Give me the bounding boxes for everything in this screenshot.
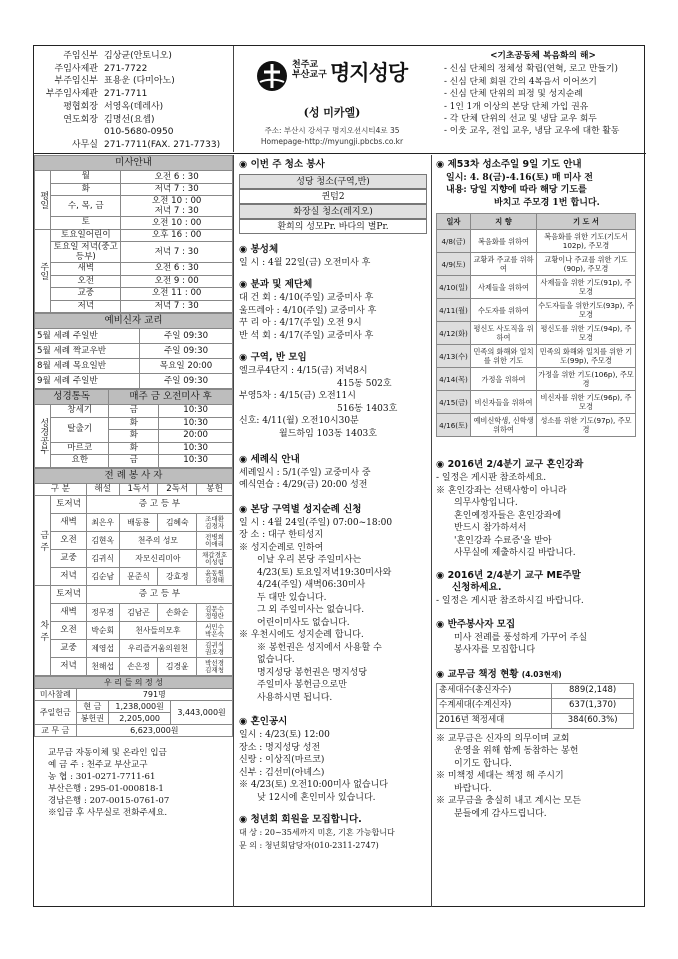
prayer-cell: 가정을 위하여 bbox=[471, 368, 537, 391]
baptism-list bbox=[239, 467, 431, 492]
mass-time: 오전 6 : 30 bbox=[121, 171, 233, 184]
tithe-stat-label: 총세대수(총신자수) bbox=[437, 683, 552, 698]
server-week-label: 금 주 bbox=[35, 496, 51, 586]
wedding-item: ※ 4/23(토) 오전10:00미사 없습니다 bbox=[239, 780, 388, 791]
info-row bbox=[38, 50, 233, 63]
tithe-label: 교 무 금 bbox=[35, 725, 77, 737]
mass-day: 토요일어린이 bbox=[51, 229, 121, 242]
tithe-table bbox=[436, 683, 634, 729]
account-line: 교무금 자동이체 및 온라인 입금 bbox=[48, 748, 167, 758]
left-column bbox=[34, 155, 234, 907]
pilgrim-item: 4/23(토) 토요일저녁19:30미사와 bbox=[257, 567, 392, 578]
prep-class: 9월 세례 주일반 bbox=[35, 374, 140, 389]
account-line: 부산은행 : 295-01-000818-1 bbox=[48, 784, 164, 794]
server-title: 전 례 봉 사 자 bbox=[35, 468, 233, 483]
info-value: 표용운 (다미아노) bbox=[104, 76, 175, 87]
info-value: 서영옥(데레사) bbox=[104, 101, 164, 112]
server-offering: 채갑경호 이성림 bbox=[197, 550, 233, 568]
prayer-cell: 사제들을 위하여 bbox=[471, 276, 537, 299]
wedding-item: 낮 12시에 혼인미사 있습니다. bbox=[257, 792, 376, 803]
marriage-item: 의무사항입니다. bbox=[454, 498, 518, 509]
server-name: 제영섭 bbox=[86, 640, 119, 658]
bible-reading-time: 매주 금 오전미사 후 bbox=[109, 390, 233, 405]
header bbox=[34, 46, 646, 154]
prayer-cell: 복음화를 위한 기도(기도서 102p), 주모경 bbox=[537, 230, 636, 253]
pilgrim-item: 어린이미사도 없습니다. bbox=[257, 617, 350, 628]
homepage-link[interactable]: Homepage-http://myungji.pbcbs.co.kr bbox=[260, 137, 404, 146]
info-row bbox=[38, 101, 233, 114]
server-name: 최은우 bbox=[86, 514, 119, 532]
prayer-table bbox=[436, 213, 636, 437]
server-group: 천사들의모후 bbox=[119, 622, 197, 640]
mass-time: 오전 10 : 00 bbox=[121, 217, 233, 230]
server-head: 1독서 bbox=[119, 483, 158, 496]
prayer-cell: 4/9(토) bbox=[437, 253, 471, 276]
pilgrim-item: ※ 성지순례로 인하여 bbox=[239, 542, 324, 553]
anointing-text: 일 시 : 4월 22일(금) 오전미사 후 bbox=[239, 257, 371, 268]
prayer-cell: 수도자들을 위한기도(93p), 주모경 bbox=[537, 299, 636, 322]
mass-time: 오전 11 : 00 bbox=[121, 288, 233, 301]
prayer-cell: 4/16(토) bbox=[437, 414, 471, 437]
prayer-head: 일자 bbox=[437, 214, 471, 230]
server-slot: 교중 bbox=[51, 640, 87, 658]
cash-value: 1,238,000원 bbox=[109, 701, 171, 713]
server-name: 손화순 bbox=[158, 604, 197, 622]
server-week-label: 차 주 bbox=[35, 586, 51, 676]
wedding-item: 장소 : 명지성당 성전 bbox=[239, 742, 321, 753]
info-value: 271-7711 bbox=[104, 89, 148, 100]
prayer-head: 지 향 bbox=[471, 214, 537, 230]
info-label: 사무실 bbox=[71, 139, 98, 150]
server-slot: 저녁 bbox=[51, 568, 87, 586]
marriage-item: 반드시 참가하셔서 bbox=[454, 523, 527, 534]
mass-time: 저녁 7 : 30 bbox=[121, 242, 233, 263]
info-value: 271-7722 bbox=[104, 63, 148, 74]
parish-info bbox=[34, 46, 234, 152]
prayer-cell: 4/14(목) bbox=[437, 368, 471, 391]
marriage-item: - 일정은 게시판 참조하세요. bbox=[436, 473, 547, 484]
sunday-total: 3,443,000원 bbox=[171, 701, 233, 725]
marriage-item: 혼인예정자들은 혼인강좌에 bbox=[454, 510, 562, 521]
motto-item: - 이웃 교우, 전입 교우, 냉담 교우에 대한 활동 bbox=[444, 126, 620, 137]
info-row bbox=[38, 114, 233, 127]
prayer-cell: 예비신학생, 신학생 위하여 bbox=[471, 414, 537, 437]
server-group: 천주의 성모 bbox=[119, 532, 197, 550]
tithe-stat-value: 889(2,148) bbox=[552, 683, 634, 698]
pilgrim-item: 명지성당 봉헌권은 명지성당 bbox=[257, 667, 368, 678]
bible-book: 탈출기 bbox=[51, 417, 109, 442]
server-head: 봉헌 bbox=[197, 483, 233, 496]
weekday-label: 평일 bbox=[35, 171, 51, 230]
prep-class: 8월 세례 목요일반 bbox=[35, 359, 140, 374]
motto-item: - 신심 단체의 정체성 확립(연혁, 로고 만들기) bbox=[444, 64, 618, 75]
mass-day: 토 bbox=[51, 217, 121, 230]
server-recruit-item: 봉사자를 모집합니다 bbox=[454, 645, 536, 656]
prayer-cell: 평신도 사도직을 위하여 bbox=[471, 322, 537, 345]
wedding-title: ◉ 혼인공시 bbox=[239, 716, 288, 728]
server-offering: 김문수 정영란 bbox=[197, 604, 233, 622]
district-title: ◉ 구역, 반 모임 bbox=[239, 352, 307, 364]
district-item: 516동 1403호 bbox=[337, 403, 398, 414]
marriage-item: 사무실에 제출하시길 바랍니다. bbox=[454, 548, 576, 559]
motto-item: - 신심 단체 회원 간의 4복음서 이어쓰기 bbox=[444, 76, 597, 87]
prayer-cell: 비신자를 위한 기도(96p), 주모경 bbox=[537, 391, 636, 414]
service-item: 퀸텀2 bbox=[239, 189, 427, 204]
motto-item: - 1인 1개 이상의 본당 단체 가입 권유 bbox=[444, 101, 589, 112]
server-head: 구 분 bbox=[35, 483, 87, 496]
bible-time: 10:30 bbox=[159, 405, 233, 418]
server-youth: 증 고 등 부 bbox=[86, 586, 232, 604]
sunday-offering-label: 주일헌금 bbox=[35, 701, 77, 725]
info-row bbox=[38, 126, 233, 139]
prayer-cell: 사제들을 위한 기도(91p), 주모경 bbox=[537, 276, 636, 299]
bible-day: 화 bbox=[109, 417, 159, 430]
server-name: 김귀식 bbox=[86, 550, 119, 568]
vocation-content: 내용: 당일 지향에 따라 해당 기도를 bbox=[446, 185, 587, 196]
server-recruit-item: 미사 전례를 풍성하게 가꾸어 주실 bbox=[454, 632, 588, 643]
pledge-label: 봉헌권 bbox=[76, 713, 109, 725]
bible-day: 화 bbox=[109, 430, 159, 443]
mass-title: 미사안내 bbox=[35, 156, 233, 171]
yearly-motto bbox=[430, 46, 644, 152]
info-value: 김상균(안토니오) bbox=[104, 51, 172, 61]
parish-logo bbox=[234, 46, 430, 152]
bible-day: 금 bbox=[109, 405, 159, 418]
wedding-item: 신랑 : 이상직(마르코) bbox=[239, 755, 325, 766]
prayer-cell: 교황과 주교를 위하여 bbox=[471, 253, 537, 276]
tithe-stat-value: 637(1,370) bbox=[552, 698, 634, 713]
server-name: 손은정 bbox=[119, 658, 158, 676]
info-row bbox=[38, 88, 233, 101]
motto-item: - 신심 단체 단위의 피정 및 성지순례 bbox=[444, 89, 583, 100]
account-line: ※입금 후 사무실로 전화주세요. bbox=[48, 808, 168, 818]
prayer-cell: 민족의 화해와 일치를 위한 기도(99p), 주모경 bbox=[537, 345, 636, 368]
tithe-note: ※ 교무금은 신자의 의무이며 교회 bbox=[436, 733, 570, 744]
pilgrim-item: ※ 우천시에도 성지순례 합니다. bbox=[239, 630, 364, 641]
bulletin-page bbox=[33, 45, 645, 907]
prayer-cell: 가정을 위한 기도(106p), 주모경 bbox=[537, 368, 636, 391]
server-name: 배동룡 bbox=[119, 514, 158, 532]
prayer-cell: 복음화를 위하여 bbox=[471, 230, 537, 253]
prayer-cell: 교황이나 주교를 위한 기도(90p), 주모경 bbox=[537, 253, 636, 276]
bible-day: 금 bbox=[109, 455, 159, 468]
server-name: 정무경 bbox=[86, 604, 119, 622]
pilgrim-item: 일 시 : 4월 24일(주일) 07:00~18:00 bbox=[239, 517, 393, 528]
service-item: 화장실 청소(레지오) bbox=[239, 204, 427, 219]
pilgrim-item: 없습니다. bbox=[257, 655, 295, 666]
tithe-note: 분들에게 감사드립니다. bbox=[454, 808, 547, 819]
account-line: 예 금 주 : 천주교 부산교구 bbox=[48, 760, 148, 770]
marriage-title: ◉ 2016년 2/4분기 교구 혼인강좌 bbox=[436, 459, 584, 471]
district-item: 415동 502호 bbox=[337, 378, 392, 389]
branch-list bbox=[239, 292, 431, 342]
account-info bbox=[34, 737, 233, 819]
tithe-note: 운영을 위해 함께 동참하는 봉헌 bbox=[454, 746, 579, 757]
tithe-note: 이기도 합니다. bbox=[454, 758, 512, 769]
vocation-date: 일시: 4. 8(금)-4.16(토) 매 미사 전 bbox=[446, 172, 593, 183]
mass-attendance-label: 미사참례 bbox=[35, 689, 77, 701]
pilgrim-item: 장 소 : 대구 한티성지 bbox=[239, 530, 324, 541]
server-recruit-list bbox=[436, 632, 643, 657]
district-list bbox=[239, 365, 431, 440]
server-slot: 토저녁 bbox=[51, 586, 87, 604]
service-list bbox=[239, 174, 427, 234]
server-youth: 증 고 등 부 bbox=[86, 496, 232, 514]
mass-time: 저녁 7 : 30 bbox=[121, 300, 233, 313]
branch-item: 반 석 회 : 4/17(주일) 교중미사 후 bbox=[239, 330, 374, 341]
prep-table bbox=[34, 313, 233, 389]
prayer-cell: 4/13(수) bbox=[437, 345, 471, 368]
mass-day: 토요일 저녁(중고등부) bbox=[51, 242, 121, 263]
branch-item: 꾸 리 아 : 4/17(주일) 오전 9시 bbox=[239, 318, 362, 329]
server-slot: 토저녁 bbox=[51, 496, 87, 514]
tithe-title: ◉ 교무금 책정 현황 (4.03현재) bbox=[436, 668, 562, 680]
prep-class: 5월 세례 주일반 bbox=[35, 329, 140, 344]
mass-day: 오전 bbox=[51, 275, 121, 288]
tithe-note: ※ 미책정 세대는 책정 해 주시기 bbox=[436, 771, 564, 782]
server-name: 김경윤 bbox=[158, 658, 197, 676]
tithe-stat-label: 수계세대(수계신자) bbox=[437, 698, 552, 713]
middle-column bbox=[235, 155, 431, 907]
youth-item: 대 상 : 20~35세까지 미혼, 기혼 가능합니다 bbox=[239, 828, 395, 837]
service-item: 성당 청소(구역,반) bbox=[239, 174, 427, 189]
server-slot: 새벽 bbox=[51, 604, 87, 622]
prep-title: 예비신자 교리 bbox=[35, 314, 233, 329]
pilgrim-item: 이날 우리 본당 주일미사는 bbox=[257, 555, 362, 566]
bible-study-label: 성경공부 bbox=[35, 405, 51, 468]
branch-title: ◉ 분과 및 제단체 bbox=[239, 279, 313, 291]
wedding-list bbox=[239, 729, 431, 804]
right-column bbox=[431, 155, 645, 907]
offering-title: 우 리 들 의 정 성 bbox=[35, 677, 233, 689]
mass-day: 새벽 bbox=[51, 263, 121, 276]
baptism-title: ◉ 세례식 안내 bbox=[239, 454, 300, 465]
pilgrim-item: 두 대만 있습니다. bbox=[257, 592, 327, 603]
offering-table bbox=[34, 676, 233, 737]
info-label: 부주임신부 bbox=[54, 76, 98, 87]
sunday-label: 주일 bbox=[35, 229, 51, 313]
prayer-cell: 성소를 위한 기도(97p), 주모경 bbox=[537, 414, 636, 437]
mass-time: 오후 16 : 00 bbox=[121, 229, 233, 242]
pilgrim-list bbox=[239, 517, 431, 705]
tithe-note: ※ 교무금을 충실히 내고 계시는 모든 bbox=[436, 796, 582, 807]
info-row bbox=[38, 75, 233, 88]
server-group: 자모신리미아 bbox=[119, 550, 197, 568]
server-offering: 박선경 김재청 bbox=[197, 658, 233, 676]
me-list bbox=[436, 595, 643, 608]
mass-time: 오전 10 : 00 저녁 7 : 30 bbox=[121, 196, 233, 217]
server-name: 박순회 bbox=[86, 622, 119, 640]
prayer-cell: 4/11(월) bbox=[437, 299, 471, 322]
info-label: 주임신부 bbox=[63, 51, 98, 61]
motto-title: <기초공동체 복음화의 해> bbox=[490, 51, 596, 61]
server-recruit-title: ◉ 반주봉사자 모집 bbox=[436, 619, 516, 630]
server-offering: 전병희 이애리 bbox=[197, 532, 233, 550]
marriage-list bbox=[436, 472, 643, 560]
district-item: 신호: 4/11(월) 오전10시30분 bbox=[239, 416, 359, 426]
youth-title: ◉ 청년회 회원을 모집합니다. bbox=[239, 814, 362, 826]
info-label: 연도회장 bbox=[63, 114, 98, 125]
vocation-content-2: 바치고 주모경 1번 합니다. bbox=[494, 197, 600, 208]
pledge-value: 2,205,000 bbox=[109, 713, 171, 725]
mass-day: 저녁 bbox=[51, 300, 121, 313]
baptism-item: 예식연습 : 4/29(금) 20:00 성전 bbox=[239, 480, 368, 491]
info-value: 010-5680-0950 bbox=[104, 127, 174, 138]
pilgrim-title: ◉ 본당 구역별 성지순례 신청 bbox=[239, 503, 362, 515]
vocation-title: ◉ 제53차 성소주일 9일 기도 안내 bbox=[436, 159, 582, 170]
pilgrim-item: 그 외 주일미사는 없습니다. bbox=[257, 605, 365, 616]
bible-table bbox=[34, 389, 233, 468]
server-name: 김혜숙 bbox=[158, 514, 197, 532]
mass-day: 화 bbox=[51, 183, 121, 196]
bible-time: 20:00 bbox=[159, 430, 233, 443]
info-label: 부주임사제관 bbox=[45, 89, 98, 100]
prayer-head: 기 도 서 bbox=[537, 214, 636, 230]
district-item: 부영5차 : 4/15(금) 오전11시 bbox=[239, 391, 356, 401]
prayer-cell: 4/8(금) bbox=[437, 230, 471, 253]
server-slot: 새벽 bbox=[51, 514, 87, 532]
cross-logo-icon bbox=[256, 60, 288, 92]
prep-time: 주일 09:30 bbox=[140, 329, 233, 344]
tithe-notes bbox=[436, 733, 643, 821]
pilgrim-item: ※ 봉헌권은 성지에서 사용할 수 bbox=[257, 642, 382, 653]
server-table bbox=[34, 468, 233, 677]
prep-time: 주일 09:30 bbox=[140, 374, 233, 389]
parish-name: 명지성당 bbox=[330, 61, 408, 85]
motto-item: - 각 단체 단위의 선교 및 냉담 교우 회두 bbox=[444, 114, 597, 125]
bible-book: 창세기 bbox=[51, 405, 109, 418]
mass-attendance: 791명 bbox=[76, 689, 232, 701]
me-title: ◉ 2016년 2/4분기 교구 ME주말 신청하세요. bbox=[436, 569, 581, 593]
tithe-stat-label: 2016년 책정세대 bbox=[437, 713, 552, 728]
logo-subtitle: 천주교 부산교구 bbox=[292, 60, 327, 80]
address: 주소: 부산시 강서구 명지오션시티4로 35 bbox=[264, 126, 400, 135]
info-row bbox=[38, 63, 233, 76]
account-line: 경남은행 : 207-0015-0761-07 bbox=[48, 796, 170, 806]
prep-time: 목요일 20:00 bbox=[140, 359, 233, 374]
prep-time: 주일 09:30 bbox=[140, 344, 233, 359]
account-line: 농 협 : 301-0271-7711-61 bbox=[48, 772, 156, 782]
saint-name: (성 미카엘) bbox=[303, 106, 361, 119]
district-item: 엘크루4단지 : 4/15(금) 저녁8시 bbox=[239, 366, 368, 376]
tithe-value: 6,623,000원 bbox=[76, 725, 232, 737]
tithe-note: 바랍니다. bbox=[454, 783, 492, 794]
info-value: 271-7711(FAX. 271-7733) bbox=[104, 139, 221, 150]
pilgrim-item: 4/24(주일) 새벽06:30미사 bbox=[257, 580, 366, 591]
youth-list bbox=[239, 827, 431, 852]
info-label: 평협회장 bbox=[63, 101, 98, 112]
bible-book: 요한 bbox=[51, 455, 109, 468]
bible-time: 10:30 bbox=[159, 455, 233, 468]
mass-time: 오전 9 : 00 bbox=[121, 275, 233, 288]
bible-time: 10:30 bbox=[159, 417, 233, 430]
pilgrim-item: 사용하시면 됩니다. bbox=[257, 692, 333, 703]
bible-book: 마르코 bbox=[51, 442, 109, 455]
cash-label: 현 금 bbox=[76, 701, 109, 713]
info-row bbox=[38, 139, 233, 152]
server-name: 강효정 bbox=[158, 568, 197, 586]
server-slot: 오전 bbox=[51, 622, 87, 640]
server-offering: 윤동원 김경태 bbox=[197, 568, 233, 586]
bible-time: 10:30 bbox=[159, 442, 233, 455]
mass-table bbox=[34, 155, 233, 313]
marriage-item: ※ 혼인강좌는 선택사항이 아니라 bbox=[436, 485, 567, 496]
wedding-item: 신부 : 김선미(아녜스) bbox=[239, 767, 325, 778]
youth-item: 문 의 : 청년회담당자(010-2311-2747) bbox=[239, 840, 379, 850]
mass-day: 월 bbox=[51, 171, 121, 184]
server-offering: 조대환 김경자 bbox=[197, 514, 233, 532]
wedding-item: 일시 : 4/23(토) 12:00 bbox=[239, 730, 330, 741]
baptism-item: 세례일시 : 5/1(주일) 교중미사 중 bbox=[239, 467, 371, 478]
anointing-title: ◉ 봉성체 bbox=[239, 243, 279, 255]
service-title: ◉ 이번 주 청소 봉사 bbox=[239, 159, 325, 170]
prayer-cell: 비신자들을 위하여 bbox=[471, 391, 537, 414]
server-name: 김남곤 bbox=[119, 604, 158, 622]
server-slot: 오전 bbox=[51, 532, 87, 550]
service-item: 환희의 성모Pr. 바다의 별Pr. bbox=[239, 219, 427, 234]
info-label: 주임사제관 bbox=[54, 63, 98, 74]
mass-time: 저녁 7 : 30 bbox=[121, 183, 233, 196]
server-head: 2독서 bbox=[158, 483, 197, 496]
branch-item: 울뜨레아 : 4/10(주일) 교중미사 후 bbox=[239, 305, 377, 316]
prep-class: 5월 세례 짝교우반 bbox=[35, 344, 140, 359]
branch-item: 대 건 회 : 4/10(주일) 교중미사 후 bbox=[239, 293, 374, 304]
prayer-cell: 4/10(일) bbox=[437, 276, 471, 299]
prayer-cell: 4/12(화) bbox=[437, 322, 471, 345]
server-group: 우리즐거움의원천 bbox=[119, 640, 197, 658]
prayer-cell: 4/15(금) bbox=[437, 391, 471, 414]
server-name: 김현옥 bbox=[86, 532, 119, 550]
info-label bbox=[38, 126, 98, 139]
bible-reading-title: 성경통독 bbox=[35, 390, 109, 405]
prayer-cell: 평신도를 위한 기도(94p), 주모경 bbox=[537, 322, 636, 345]
tithe-stat-value: 384(60.3%) bbox=[552, 713, 634, 728]
server-name: 천해섭 bbox=[86, 658, 119, 676]
marriage-item: '혼인강좌 수료증'을 받아 bbox=[454, 535, 552, 546]
server-slot: 저녁 bbox=[51, 658, 87, 676]
mass-day: 수, 목, 금 bbox=[51, 196, 121, 217]
server-offering: 서민수 박은숙 bbox=[197, 622, 233, 640]
mass-time: 오전 6 : 30 bbox=[121, 263, 233, 276]
server-offering: 김귀식 권오경 bbox=[197, 640, 233, 658]
bible-day: 화 bbox=[109, 442, 159, 455]
server-name: 김순남 bbox=[86, 568, 119, 586]
prayer-cell: 수도자를 위하여 bbox=[471, 299, 537, 322]
info-value: 김명선(요셉) bbox=[104, 114, 155, 125]
mass-day: 교중 bbox=[51, 288, 121, 301]
district-item: 월드하임 103동 1403호 bbox=[279, 428, 377, 439]
pilgrim-item: 주일미사 봉헌금으로만 bbox=[257, 680, 347, 691]
me-item: - 일정은 게시판 참조하시길 바랍니다. bbox=[436, 595, 584, 606]
server-slot: 교중 bbox=[51, 550, 87, 568]
prayer-cell: 민족의 화해와 일치를 위한 기도 bbox=[471, 345, 537, 368]
server-head: 해설 bbox=[86, 483, 119, 496]
server-name: 문준식 bbox=[119, 568, 158, 586]
